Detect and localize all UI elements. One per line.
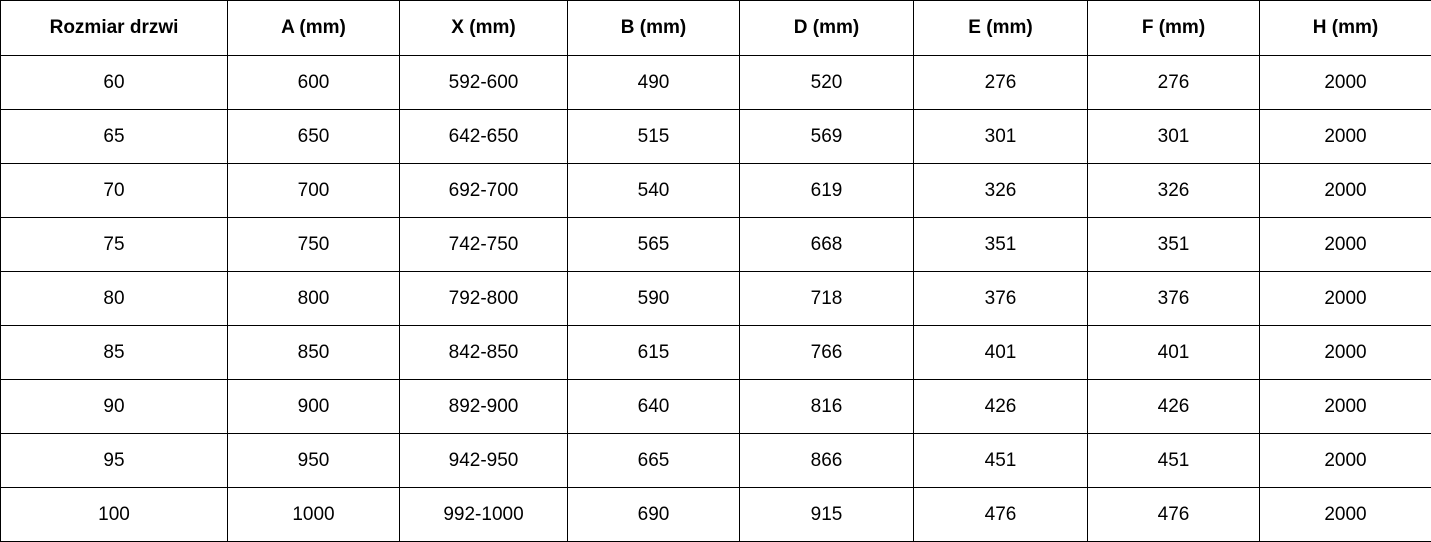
cell-f: 301 (1088, 110, 1260, 164)
cell-a: 600 (228, 56, 400, 110)
column-header-f: F (mm) (1088, 1, 1260, 56)
cell-e: 276 (914, 56, 1088, 110)
cell-h: 2000 (1260, 488, 1431, 542)
cell-a: 900 (228, 380, 400, 434)
cell-e: 301 (914, 110, 1088, 164)
table-row (1, 110, 1431, 164)
cell-f: 326 (1088, 164, 1260, 218)
cell-e: 401 (914, 326, 1088, 380)
cell-door-size: 80 (1, 272, 228, 326)
cell-a: 850 (228, 326, 400, 380)
cell-f: 426 (1088, 380, 1260, 434)
cell-a: 700 (228, 164, 400, 218)
table-row (1, 488, 1431, 542)
cell-b: 615 (568, 326, 740, 380)
cell-h: 2000 (1260, 56, 1431, 110)
cell-b: 540 (568, 164, 740, 218)
cell-a: 800 (228, 272, 400, 326)
cell-door-size: 60 (1, 56, 228, 110)
cell-h: 2000 (1260, 434, 1431, 488)
column-header-d: D (mm) (740, 1, 914, 56)
cell-e: 476 (914, 488, 1088, 542)
table-row (1, 434, 1431, 488)
cell-x: 992-1000 (400, 488, 568, 542)
cell-d: 520 (740, 56, 914, 110)
cell-x: 692-700 (400, 164, 568, 218)
cell-f: 476 (1088, 488, 1260, 542)
cell-b: 690 (568, 488, 740, 542)
cell-b: 515 (568, 110, 740, 164)
cell-e: 376 (914, 272, 1088, 326)
cell-x: 592-600 (400, 56, 568, 110)
cell-d: 866 (740, 434, 914, 488)
cell-h: 2000 (1260, 110, 1431, 164)
column-header-a: A (mm) (228, 1, 400, 56)
cell-b: 665 (568, 434, 740, 488)
table-row (1, 326, 1431, 380)
cell-h: 2000 (1260, 380, 1431, 434)
column-header-x: X (mm) (400, 1, 568, 56)
cell-door-size: 90 (1, 380, 228, 434)
cell-a: 950 (228, 434, 400, 488)
table-row (1, 218, 1431, 272)
table-row (1, 56, 1431, 110)
cell-x: 842-850 (400, 326, 568, 380)
table-row (1, 164, 1431, 218)
cell-x: 892-900 (400, 380, 568, 434)
cell-b: 490 (568, 56, 740, 110)
cell-x: 792-800 (400, 272, 568, 326)
table-body (1, 56, 1431, 542)
cell-f: 376 (1088, 272, 1260, 326)
cell-door-size: 70 (1, 164, 228, 218)
column-header-e: E (mm) (914, 1, 1088, 56)
cell-e: 326 (914, 164, 1088, 218)
cell-d: 766 (740, 326, 914, 380)
cell-h: 2000 (1260, 326, 1431, 380)
cell-x: 642-650 (400, 110, 568, 164)
cell-f: 401 (1088, 326, 1260, 380)
cell-a: 1000 (228, 488, 400, 542)
cell-d: 569 (740, 110, 914, 164)
cell-x: 742-750 (400, 218, 568, 272)
cell-door-size: 100 (1, 488, 228, 542)
cell-h: 2000 (1260, 272, 1431, 326)
cell-f: 451 (1088, 434, 1260, 488)
cell-door-size: 75 (1, 218, 228, 272)
cell-b: 640 (568, 380, 740, 434)
cell-d: 619 (740, 164, 914, 218)
cell-d: 915 (740, 488, 914, 542)
table-row (1, 380, 1431, 434)
cell-b: 565 (568, 218, 740, 272)
cell-a: 650 (228, 110, 400, 164)
cell-a: 750 (228, 218, 400, 272)
cell-b: 590 (568, 272, 740, 326)
cell-e: 426 (914, 380, 1088, 434)
cell-d: 668 (740, 218, 914, 272)
cell-f: 351 (1088, 218, 1260, 272)
column-header-b: B (mm) (568, 1, 740, 56)
cell-door-size: 65 (1, 110, 228, 164)
cell-e: 451 (914, 434, 1088, 488)
table-header (1, 1, 1431, 56)
cell-door-size: 95 (1, 434, 228, 488)
cell-x: 942-950 (400, 434, 568, 488)
cell-door-size: 85 (1, 326, 228, 380)
cell-e: 351 (914, 218, 1088, 272)
cell-f: 276 (1088, 56, 1260, 110)
cell-h: 2000 (1260, 164, 1431, 218)
table-header-row (1, 1, 1431, 56)
column-header-h: H (mm) (1260, 1, 1431, 56)
cell-d: 816 (740, 380, 914, 434)
cell-h: 2000 (1260, 218, 1431, 272)
column-header-door-size: Rozmiar drzwi (1, 1, 228, 56)
table-row (1, 272, 1431, 326)
cell-d: 718 (740, 272, 914, 326)
